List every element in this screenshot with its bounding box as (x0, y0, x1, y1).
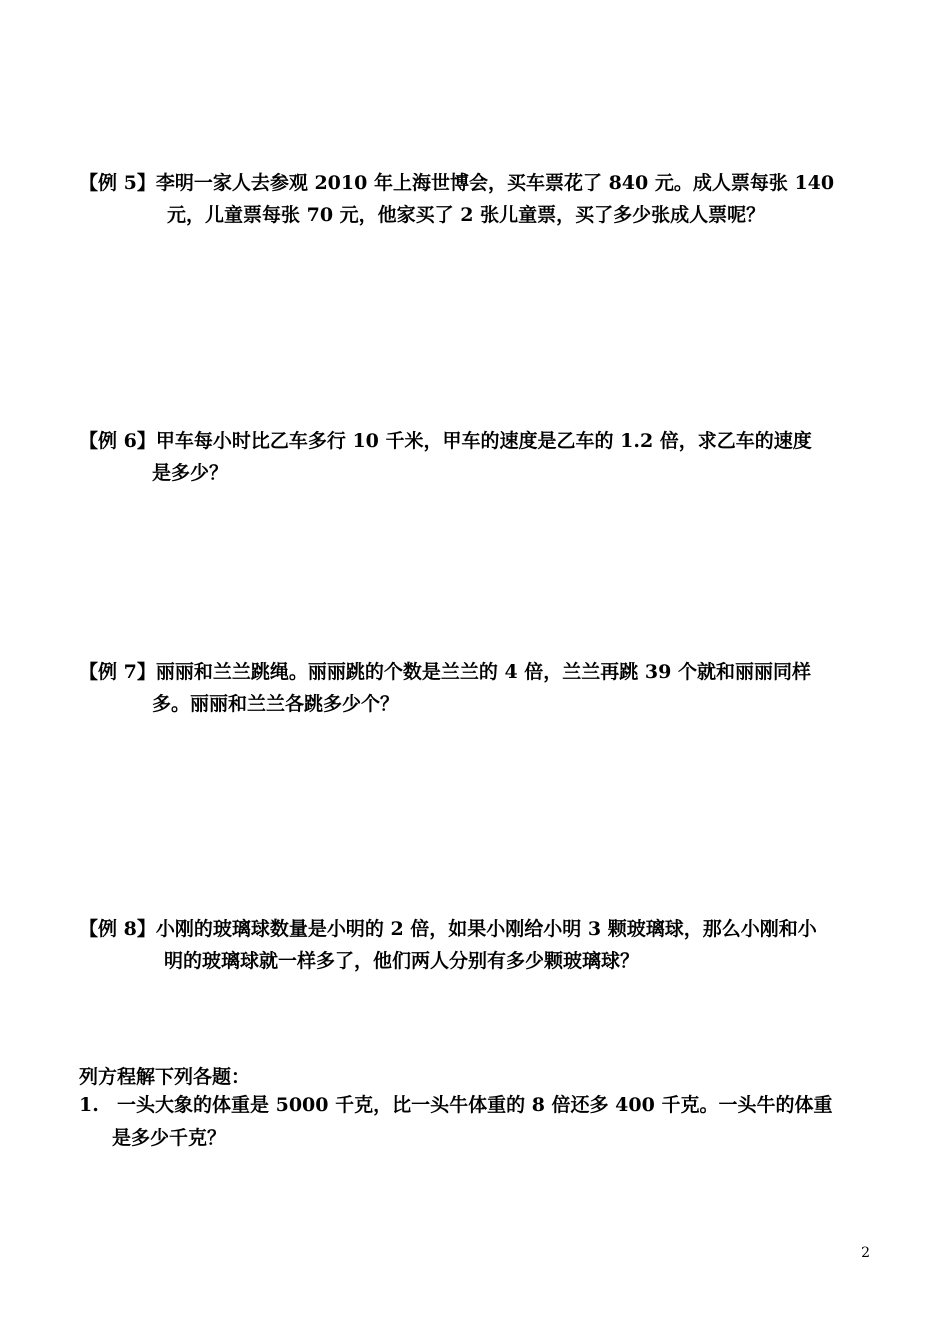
problem-text-line2: 多。丽丽和兰兰各跳多少个？ (152, 693, 400, 715)
problem-text-line1: 小刚的玻璃球数量是小明的 2 倍，如果小刚给小明 3 颗玻璃球，那么小刚和小 (155, 918, 817, 940)
section-title: 列方程解下列各题： (79, 1066, 251, 1088)
item-text-line2: 是多少千克？ (112, 1127, 227, 1149)
example-6 (79, 425, 879, 489)
example-8 (79, 913, 879, 977)
problem-text-line1: 李明一家人去参观 2010 年上海世博会，买车票花了 840 元。成人票每张 140 (155, 172, 835, 194)
example-5 (79, 167, 879, 231)
problem-text-line1: 甲车每小时比乙车多行 10 千米，甲车的速度是乙车的 1.2 倍，求乙车的速度 (155, 430, 812, 452)
exercise-item-1 (79, 1089, 879, 1155)
problem-text-line1: 丽丽和兰兰跳绳。丽丽跳的个数是兰兰的 4 倍，兰兰再跳 39 个就和丽丽同样 (155, 661, 811, 683)
item-text-line1: 一头大象的体重是 5000 千克，比一头牛体重的 8 倍还多 400 千克。一头牛的体重 (117, 1094, 833, 1116)
example-label: 【例 7】 (79, 661, 156, 683)
example-label: 【例 6】 (79, 430, 156, 452)
item-number: 1. (79, 1094, 99, 1116)
example-7 (79, 656, 879, 720)
example-label: 【例 8】 (79, 918, 156, 940)
problem-text-line2: 是多少？ (152, 462, 229, 484)
page-number: 2 (861, 1245, 870, 1261)
problem-text-line2: 元，儿童票每张 70 元，他家买了 2 张儿童票，买了多少张成人票呢？ (167, 204, 766, 226)
problem-text-line2: 明的玻璃球就一样多了，他们两人分别有多少颗玻璃球？ (164, 950, 640, 972)
example-label: 【例 5】 (79, 172, 156, 194)
